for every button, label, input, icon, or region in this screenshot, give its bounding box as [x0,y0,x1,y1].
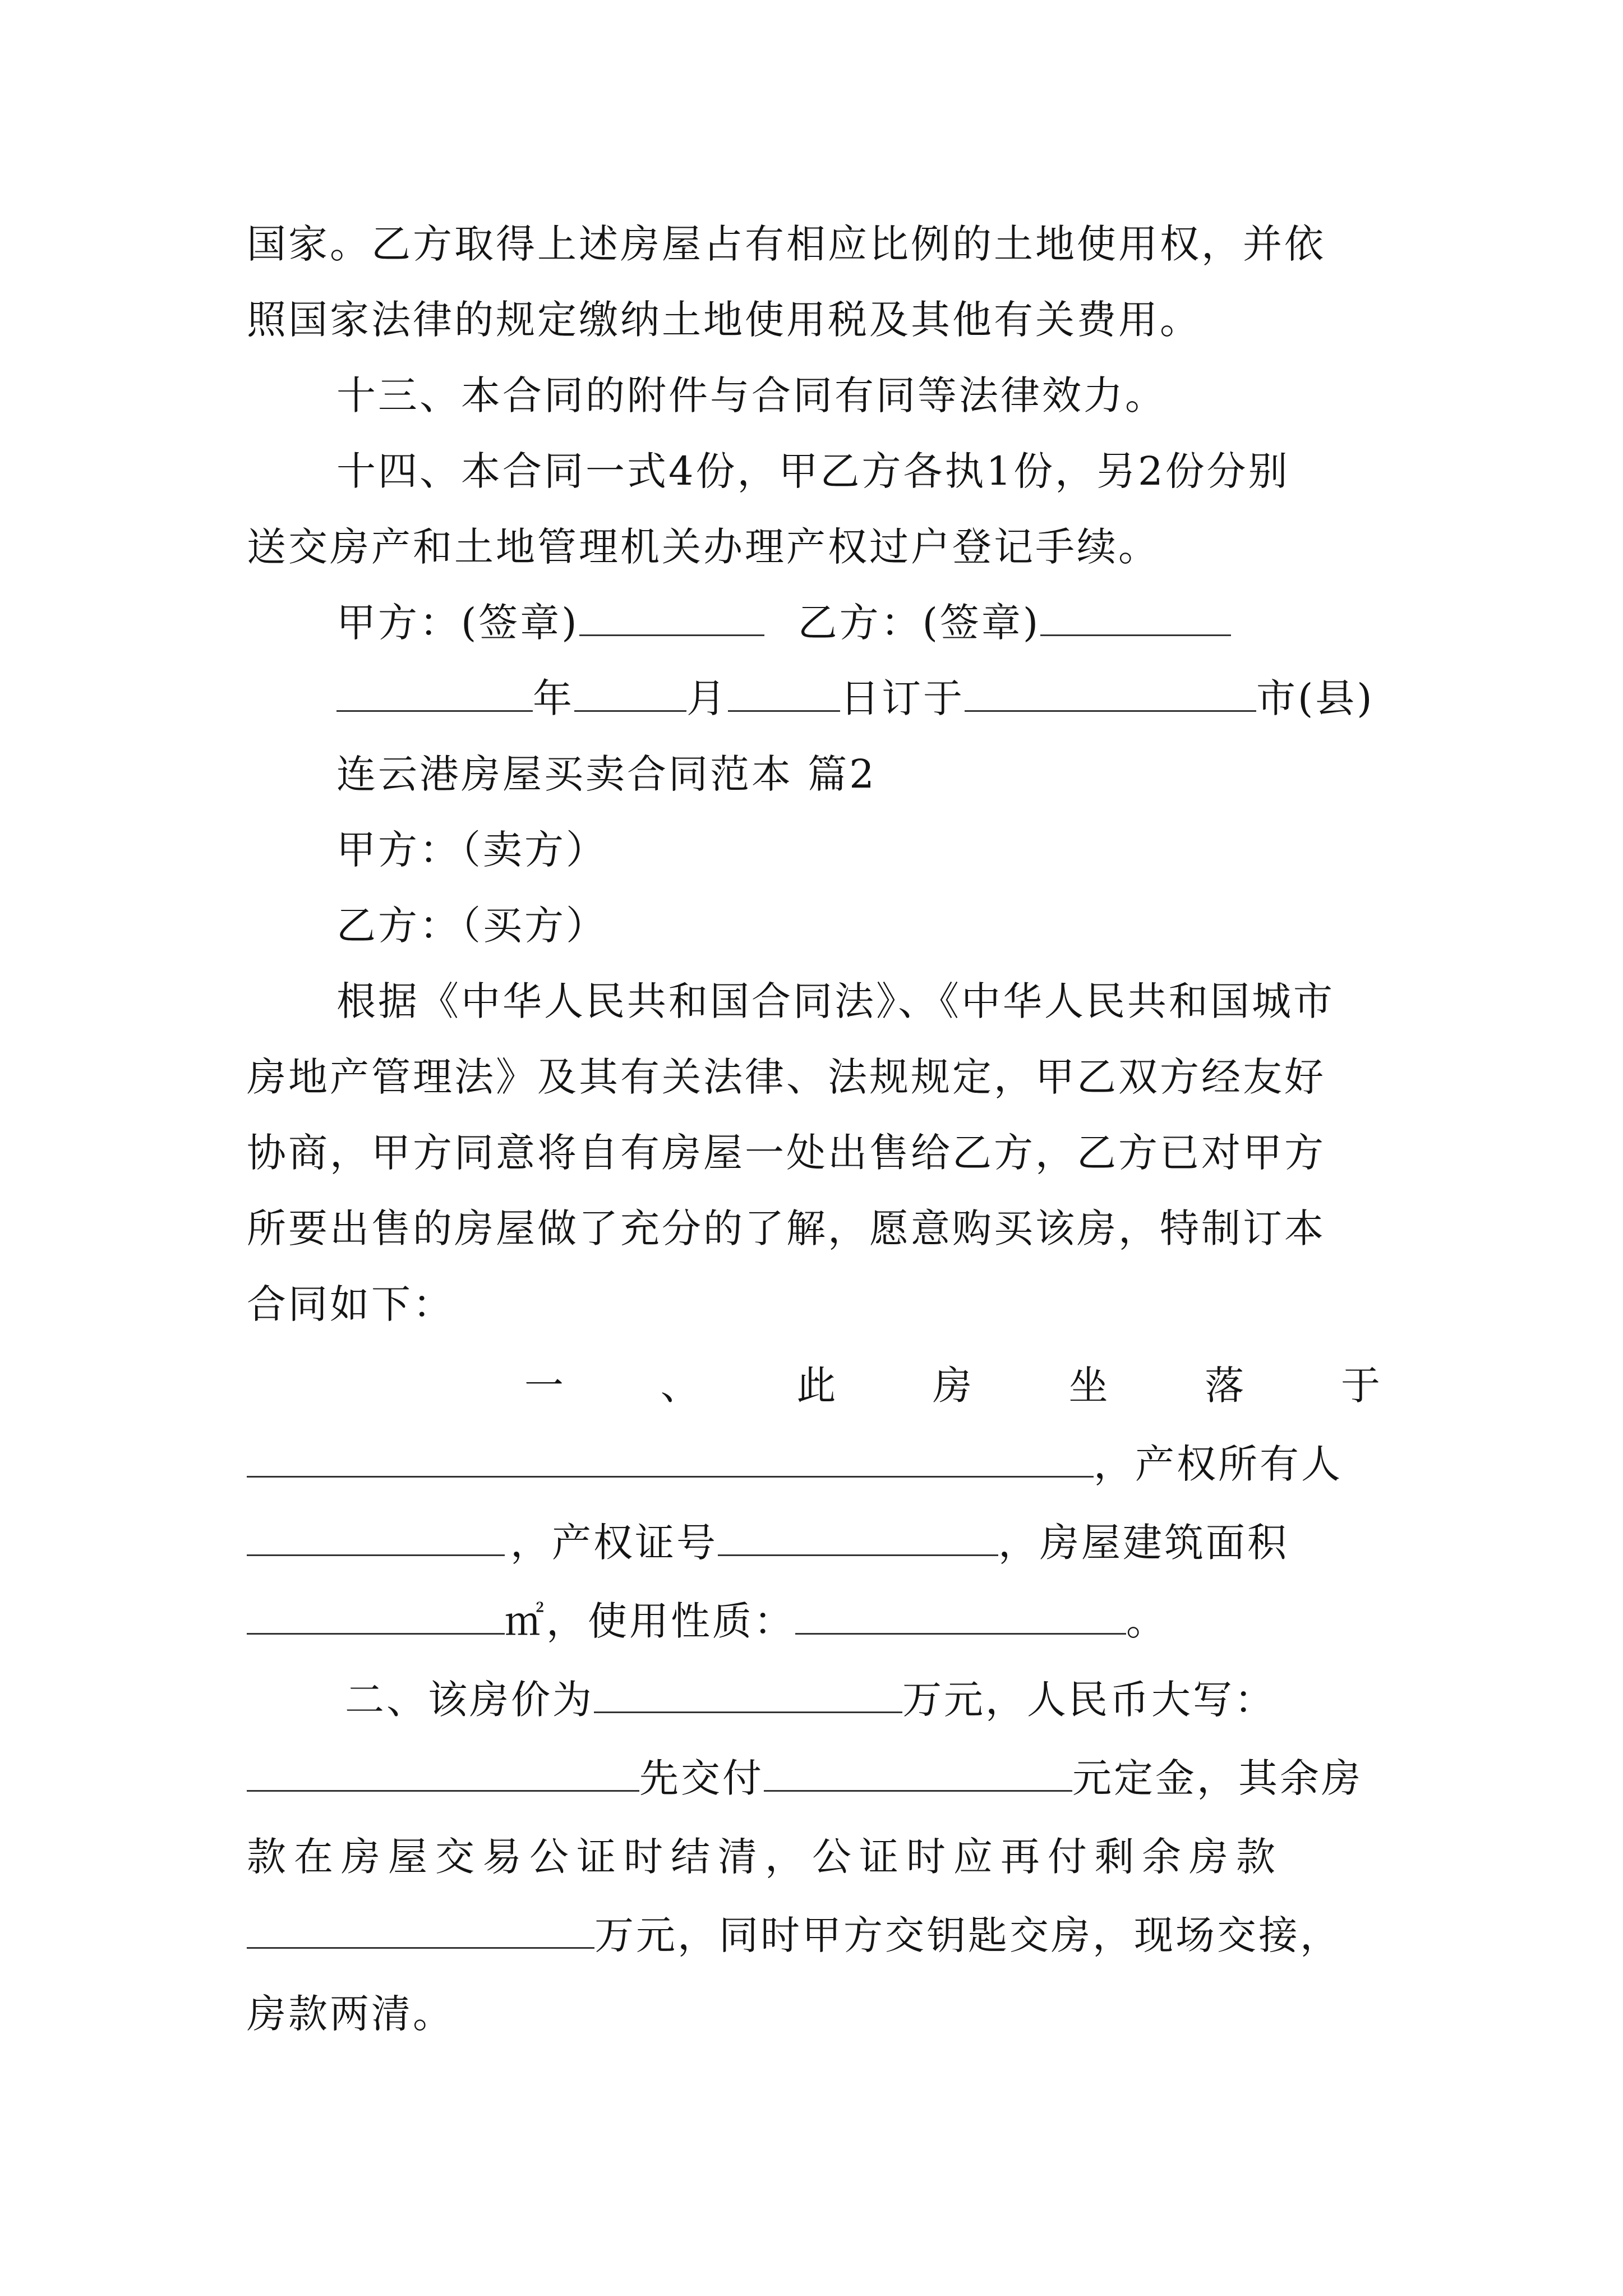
party-a-signature-label: 甲方：(签章) [336,600,579,646]
month-label: 月 [686,675,728,721]
rmb-label: 万元，人民币大写： [902,1677,1276,1723]
item-2-line: 房款两清。 [247,1991,454,2037]
pay-first-label: 先交付 [639,1755,764,1801]
item-1-char: 一 [524,1363,566,1409]
owner-label: ，产权所有人 [1094,1441,1343,1487]
item-2-line [247,1907,1388,1963]
deposit-label: 元定金，其余房 [1072,1755,1363,1801]
intro-line: 根据《中华人民共和国合同法》、《中华人民共和国城市 [336,978,1335,1024]
party-a-signature-blank [579,602,764,636]
intro-line: 合同如下： [247,1281,454,1327]
item-2-line [247,1750,1388,1806]
area-blank [247,1600,505,1635]
party-b-signature-label: 乙方：(签章) [797,600,1041,646]
paragraph-line: 照国家法律的规定缴纳土地使用税及其他有关费用。 [247,297,1201,343]
item-2-line: 款在房屋交易公证时结清，公证时应再付剩余房款 [247,1834,1283,1880]
intro-line: 房地产管理法》及其有关法律、法规规定，甲乙双方经友好 [247,1054,1326,1100]
item-1-char: 房 [932,1363,974,1409]
party-a-line: 甲方：（卖方） [336,827,607,873]
period: 。 [1126,1598,1168,1644]
item-1-line [247,1515,1388,1571]
location-blank [247,1443,1094,1478]
paragraph-line: 国家。乙方取得上述房屋占有相应比例的土地使用权，并依 [247,221,1326,267]
item-1-line [247,1593,1388,1649]
item-2-line [345,1672,1486,1728]
party-b-signature-blank [1040,602,1231,636]
usage-label: ㎡，使用性质： [505,1598,795,1644]
intro-line: 协商，甲方同意将自有房屋一处出售给乙方，乙方已对甲方 [247,1130,1326,1176]
item-1-line [247,1436,1388,1492]
year-label: 年 [533,675,574,721]
item-1-char: 坐 [1068,1363,1110,1409]
rmb-blank [247,1757,639,1792]
month-blank [574,678,686,712]
item-1-char: 落 [1205,1363,1247,1409]
clause-14-line: 十四、本合同一式4份，甲乙方各执1份，另2份分别 [336,448,1290,494]
item-1-char: 、 [660,1363,702,1409]
year-blank [336,678,533,712]
rest-amount-label: 万元，同时甲方交钥匙交房，现场交接， [594,1912,1341,1958]
date-location-line [336,670,1388,726]
day-blank [728,678,840,712]
party-b-line: 乙方：（买方） [336,903,607,949]
owner-blank [247,1522,505,1556]
cert-no-label: ，产权证号 [510,1520,718,1566]
item-1-char: 此 [796,1363,838,1409]
clause-14-line: 送交房产和土地管理机关办理产权过户登记手续。 [247,524,1160,570]
cert-no-blank [718,1522,998,1556]
city-label: 市(县) [1256,675,1375,721]
day-signed-at-label: 日订于 [840,675,965,721]
clause-13: 十三、本合同的附件与合同有同等法律效力。 [336,372,1166,418]
price-label: 二、该房价为 [345,1677,594,1723]
intro-line: 所要出售的房屋做了充分的了解，愿意购买该房，特制订本 [247,1205,1326,1251]
item-1-char: 于 [1340,1363,1382,1409]
signature-line [336,595,1388,651]
rest-amount-blank [247,1915,594,1949]
section-title: 连云港房屋买卖合同范本 篇2 [336,751,877,797]
deposit-blank [764,1757,1072,1792]
price-blank [594,1679,902,1713]
area-label: ，房屋建筑面积 [998,1520,1289,1566]
item-1-heading [524,1358,1382,1414]
usage-blank [795,1600,1126,1635]
city-blank [965,678,1256,712]
